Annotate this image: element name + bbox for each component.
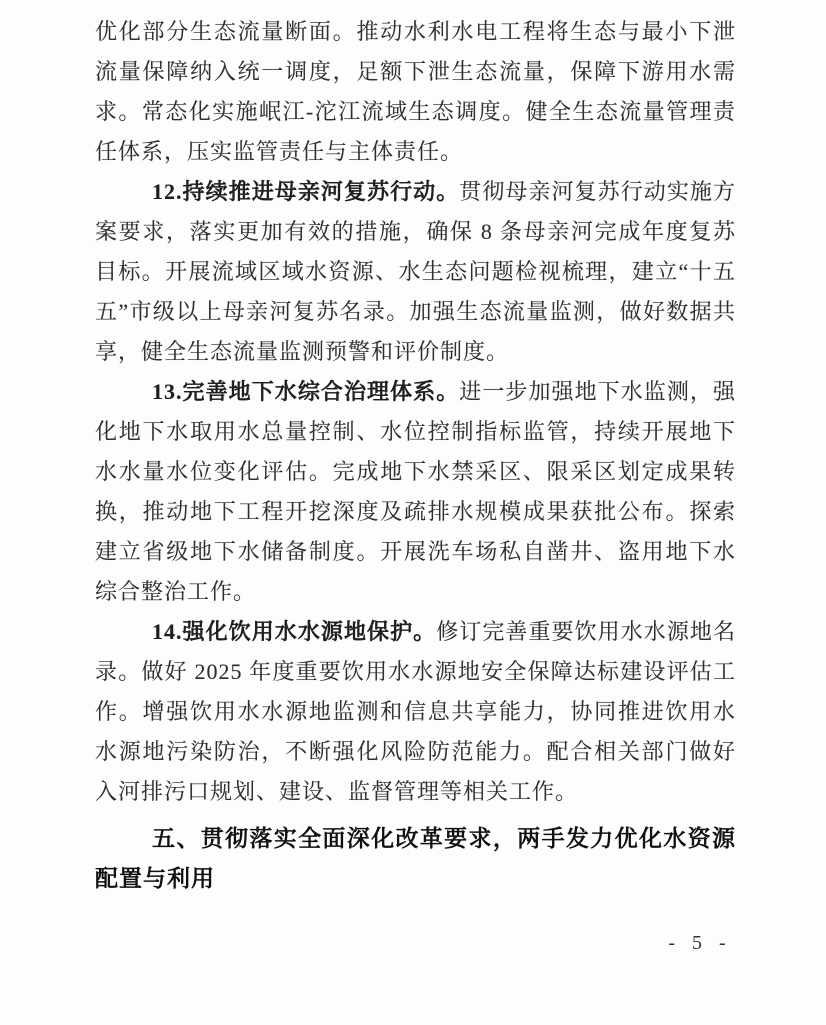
body-paragraph [95,172,736,372]
paragraph-text: 进一步加强地下水监测，强化地下水取用水总量控制、水位控制指标监管，持续开展地下水水量水位变化评估。完成地下水禁采区、限采区划定成果转换，推动地下工程开挖深度及疏排水规模成果获批公布。探索建立省级地下水储备制度。开展洗车场私自凿井、盗用地下水综合整治工作。 [95,379,736,604]
section-heading: 五、贯彻落实全面深化改革要求，两手发力优化水资源配置与利用 [95,825,736,891]
body-paragraph [95,12,736,172]
paragraph-text: 优化部分生态流量断面。推动水利水电工程将生态与最小下泄流量保障纳入统一调度，足额下泄生态流量，保障下游用水需求。常态化实施岷江-沱江流域生态调度。健全生态流量管理责任体系，压实监管责任与主体责任。 [95,19,736,164]
paragraph-lead: 13.完善地下水综合治理体系。 [152,379,460,404]
paragraph-text: 贯彻母亲河复苏行动实施方案要求，落实更加有效的措施，确保 8 条母亲河完成年度复苏目标。开展流域区域水资源、水生态问题检视梳理，建立“十五五”市级以上母亲河复苏名录。加强生态流量监测，做好数据共享，健全生态流量监测预警和评价制度。 [95,179,736,364]
paragraph-lead: 12.持续推进母亲河复苏行动。 [152,179,460,204]
paragraph-text: 修订完善重要饮用水水源地名录。做好 2025 年度重要饮用水水源地安全保障达标建设评估工作。增强饮用水水源地监测和信息共享能力，协同推进饮用水水源地污染防治，不断强化风险防范能力。配合相关部门做好入河排污口规划、建设、监督管理等相关工作。 [95,619,736,804]
document-body [95,12,736,898]
paragraph-lead: 14.强化饮用水水源地保护。 [152,619,437,644]
page-number: - 5 - [668,932,732,954]
body-paragraph [95,612,736,812]
body-paragraph [95,372,736,612]
